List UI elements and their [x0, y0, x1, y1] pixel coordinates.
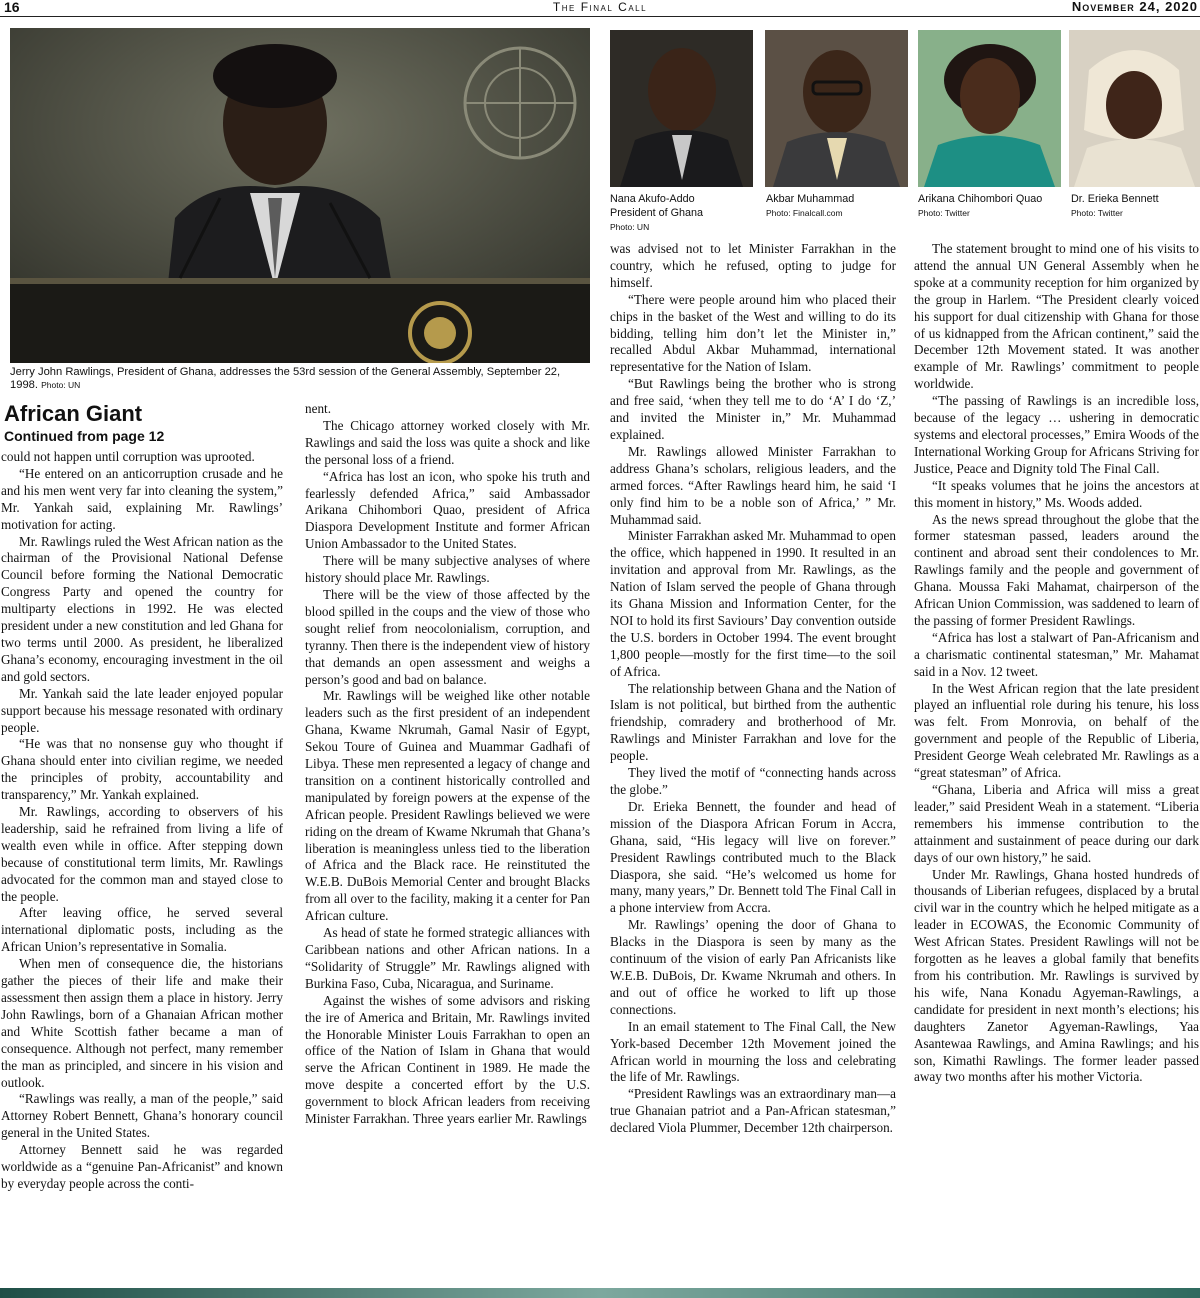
- paragraph: Minister Farrakhan asked Mr. Muhammad to open the office, which happened in 1990. It resulted in an invitation and approval from Mr. Rawlings, as the Nation of Islam served the people of Ghana through its Ghana Mission and Information Center, for the NOI to hold its first Saviours’ Day convention outside the U.S. borders in October 1994. The event brought 1,800 people—mostly for the first time—to the soil of Africa.: [610, 528, 896, 679]
- portrait-caption-akbar-muhammad: [766, 192, 916, 220]
- paragraph: “The passing of Rawlings is an incredible loss, because of the legacy … ushering in democratic systems and electoral processes,” Emira Woods of the International Working Group for Africans Striving for Justice, Peace and Dignity told The Final Call.: [914, 393, 1199, 476]
- paragraph: Mr. Rawlings allowed Minister Farrakhan to address Ghana’s scholars, religious leaders, and the armed forces. “After Rawlings heard him, he said ‘I only find him to be a noble son of Africa,’ ” Mr. Muhammad said.: [610, 443, 896, 527]
- article-column-4: [914, 241, 1199, 1086]
- portrait-name: Dr. Erieka Bennett: [1071, 193, 1159, 205]
- continued-from-line: Continued from page 12: [4, 428, 165, 444]
- paragraph: The relationship between Ghana and the Nation of Islam is not political, but birthed from the authentic friendship, comradery and brotherhood of Mr. Rawlings and Minister Farrakhan and love for the people.: [610, 680, 896, 764]
- paragraph: In the West African region that the late president played an influential role during his tenure, his loss was felt. From Monrovia, on behalf of the government and people of the Republic of Liberia, President George Weah celebrated Mr. Rawlings as a “great statesman” of Africa.: [914, 680, 1199, 781]
- portrait-arikana-quao: [918, 30, 1061, 187]
- paragraph: “Africa has lost an icon, who spoke his truth and fearlessly defended Africa,” said Ambassador Arikana Chihombori Quao, president of Africa Diaspora Development Institute and former African Union Ambassador to the United States.: [305, 468, 590, 552]
- paragraph: “President Rawlings was an extraordinary man—a true Ghanaian patriot and a Pan-African statesman,” declared Viola Plummer, December 12th chairperson.: [610, 1086, 896, 1136]
- paragraph: Mr. Rawlings will be weighed like other notable leaders such as the first president of an independent Ghana, Kwame Nkrumah, Gamal Nasir of Egypt, Sekou Toure of Guinea and Muammar Gadhafi of Libya. These men represented a legacy of change and transition on a continent historically controlled and manipulated by foreign powers at the expense of the African people. President Rawlings believed we were riding on the dream of Kwame Nkrumah that Ghana’s liberation is meaningless unless tied to the liberation of Africa and the Black race. He reinstituted the W.E.B. DuBois Memorial Center and brought Blacks from all over to the facility, making it a center for Pan African culture.: [305, 688, 590, 924]
- paragraph: In an email statement to The Final Call, the New York-based December 12th Movement joined the African world in mourning the loss and celebrating the life of Mr. Rawlings.: [610, 1018, 896, 1085]
- issue-date: November 24, 2020: [1071, 0, 1198, 14]
- paragraph: Mr. Yankah said the late leader enjoyed popular support because his message resonated with ordinary people.: [1, 685, 283, 735]
- paragraph: The statement brought to mind one of his visits to attend the annual UN General Assembly when he spoke at a community reception for him organized by the group in Harlem. “The President clearly voiced his support for dual citizenship with Ghana for those of us kidnapped from the African continent,” said the December 12th Movement stated. It was another example of Mr. Rawlings’ commitment to people worldwide.: [914, 241, 1199, 392]
- portrait-name: Akbar Muhammad: [766, 193, 855, 205]
- portrait-caption-akufo-addo: [610, 192, 760, 234]
- paragraph: Mr. Rawlings’ opening the door of Ghana to Blacks in the Diaspora is seen by many as the continuum of the vision of early Pan Africanists like W.E.B. DuBois, Dr. Kwame Nkrumah and others. In and out of office he worked to lift up those connections.: [610, 917, 896, 1017]
- paragraph: As the news spread throughout the globe that the former statesman passed, leaders around the continent and abroad sent their condolences to Mr. Rawlings family and the people and government of Ghana. Moussa Faki Mahamat, chairperson of the African Union Commission, was saddened to learn of the passing of former President Rawlings.: [914, 511, 1199, 628]
- paragraph: nent.: [305, 401, 332, 416]
- portrait-caption-erieka-bennett: [1071, 192, 1199, 220]
- caption-text: Jerry John Rawlings, President of Ghana, addresses the 53rd session of the General Assembly, September 22, 1998.: [10, 366, 561, 391]
- paragraph: “Rawlings was really, a man of the people,” said Attorney Robert Bennett, Ghana’s honorary council general in the United States.: [1, 1091, 283, 1141]
- article-column-1: [1, 449, 283, 1193]
- paragraph: “There were people around him who placed their chips in the basket of the West and willing to do its bidding, telling him don’t let the Minister in,” recalled Abdul Akbar Muhammad, international representative for the Nation of Islam.: [610, 291, 896, 375]
- paragraph: was advised not to let Minister Farrakhan in the country, which he refused, opting to judge for himself.: [610, 241, 896, 290]
- paragraph: could not happen until corruption was uprooted.: [1, 449, 255, 464]
- paragraph: Dr. Erieka Bennett, the founder and head of mission of the Diaspora African Forum in Accra, Ghana, said, “His legacy will live on forever.” President Rawlings contributed much to the Black Diaspora, she said. “He’s welcomed us home for many, many years,” Dr. Bennett told The Final Call in a phone interview from Accra.: [610, 798, 896, 916]
- publication-name: The Final Call: [552, 0, 648, 14]
- page-number: 16: [4, 0, 20, 15]
- article-column-2: [305, 401, 590, 1128]
- portrait-caption-arikana-quao: [918, 192, 1063, 220]
- portrait-name: Nana Akufo-Addo: [610, 193, 695, 205]
- photo-credit: Photo: UN: [610, 222, 650, 232]
- paragraph: There will be the view of those affected by the blood spilled in the coups and the view of those who sought relief from neocolonialism, corruption, and tyranny. Then there is the independent view of history that demands an open assessment and weighs a person’s good and bad on balance.: [305, 586, 590, 687]
- article-column-3: [610, 241, 896, 1137]
- paragraph: Mr. Rawlings ruled the West African nation as the chairman of the Provisional National Defense Council before forming the National Democratic Congress Party and opened the country for multiparty elections in 1992. He was elected president under a new constitution and led Ghana for two terms until 2000. As president, he liberalized Ghana’s economy, encouraging investment in the oil and gold sectors.: [1, 533, 283, 684]
- paragraph: The Chicago attorney worked closely with Mr. Rawlings and said the loss was quite a shock and like the personal loss of a friend.: [305, 417, 590, 467]
- paragraph: As head of state he formed strategic alliances with Caribbean nations and other African nations. In a “Solidarity of Struggle” Mr. Rawlings aligned with Burkina Faso, Cuba, Nicaragua, and Suriname.: [305, 925, 590, 991]
- photo-credit: Photo: Twitter: [1071, 208, 1123, 218]
- paragraph: Against the wishes of some advisors and risking the ire of America and Britain, Mr. Rawlings invited the Honorable Minister Louis Farrakhan to open an office of the Nation of Islam in Ghana that would serve the African Continent in 1989. He made the move despite a concerted effort by the U.S. government to block African leaders from receiving Minister Farrakhan. Three years earlier Mr. Rawlings: [305, 992, 590, 1127]
- paragraph: There will be many subjective analyses of where history should place Mr. Rawlings.: [305, 553, 590, 586]
- paragraph: Under Mr. Rawlings, Ghana hosted hundreds of thousands of Liberian refugees, displaced by a brutal civil war in the country which he helped mitigate as a leader in ECOWAS, the Economic Community of West African States. President Rawlings will not be forgotten as he leaves a global family that benefits from his contribution. Mr. Rawlings is survived by his wife, Nana Konadu Agyeman-Rawlings, a candidate for president in next month’s elections; his daughters Zanetor Agyeman-Rawlings, Yaa Asantewaa Rawlings, and Amina Rawlings; and his son, Kimathi Rawlings. The former leader passed away two months after his mother Victoria.: [914, 866, 1199, 1085]
- footer-color-bar: [0, 1288, 1200, 1298]
- paragraph: Attorney Bennett said he was regarded worldwide as a “genuine Pan-Africanist” and known by everyday people across the conti-: [1, 1142, 283, 1191]
- paragraph: They lived the motif of “connecting hands across the globe.”: [610, 765, 896, 797]
- article-headline: African Giant: [4, 401, 143, 426]
- portrait-erieka-bennett: [1069, 30, 1200, 187]
- paragraph: “It speaks volumes that he joins the ancestors at this moment in history,” Ms. Woods added.: [914, 477, 1199, 510]
- paragraph: “He was that no nonsense guy who thought if Ghana should enter into civilian regime, we needed the principles of probity, accountability and transparency,” Mr. Yankah explained.: [1, 736, 283, 803]
- portrait-name: Arikana Chihombori Quao: [918, 193, 1043, 205]
- paragraph: “Ghana, Liberia and Africa will miss a great leader,” said President Weah in a statement. “Liberia remembers his immense contribution to the attainment and sustainment of peace during our dark days of our own history,” he said.: [914, 782, 1199, 865]
- paragraph: “Africa has lost a stalwart of Pan-Africanism and a charismatic continental statesman,” Mr. Mahamat said in a Nov. 12 tweet.: [914, 629, 1199, 679]
- photo-credit: Photo: Finalcall.com: [766, 208, 843, 218]
- main-photo-caption: [10, 366, 590, 392]
- paragraph: “But Rawlings being the brother who is strong and free said, ‘when they tell me to do ‘A’ I do ‘Z,’ and invited the Minister in,” Mr. Muhammad explained.: [610, 376, 896, 442]
- paragraph: “He entered on an anticorruption crusade and he and his men went very far into cleaning the system,” Mr. Yankah said, explaining Mr. Rawlings’ motivation for acting.: [1, 465, 283, 532]
- portrait-title: President of Ghana: [610, 207, 704, 219]
- main-photo-rawlings: [10, 28, 590, 363]
- page-header: [0, 0, 1200, 17]
- paragraph: After leaving office, he served several international diplomatic posts, including as the African Union’s representative in Somalia.: [1, 905, 283, 955]
- paragraph: Mr. Rawlings, according to observers of his leadership, said he refrained from living a life of wealth even while in office. After stepping down because of constitutional term limits, Mr. Rawlings advocated for the common man and stayed close to the people.: [1, 804, 283, 904]
- paragraph: When men of consequence die, the historians gather the pieces of their life and make their assessment then assign them a place in history. Jerry John Rawlings, born of a Ghanaian African mother and White Scottish father became a man of consequence. Although not perfect, many remember the man as principled, and sincere in his vision and outlook.: [1, 956, 283, 1090]
- photo-credit: Photo: Twitter: [918, 208, 970, 218]
- portrait-akbar-muhammad: [765, 30, 908, 187]
- photo-credit: Photo: UN: [41, 380, 81, 390]
- portrait-akufo-addo: [610, 30, 753, 187]
